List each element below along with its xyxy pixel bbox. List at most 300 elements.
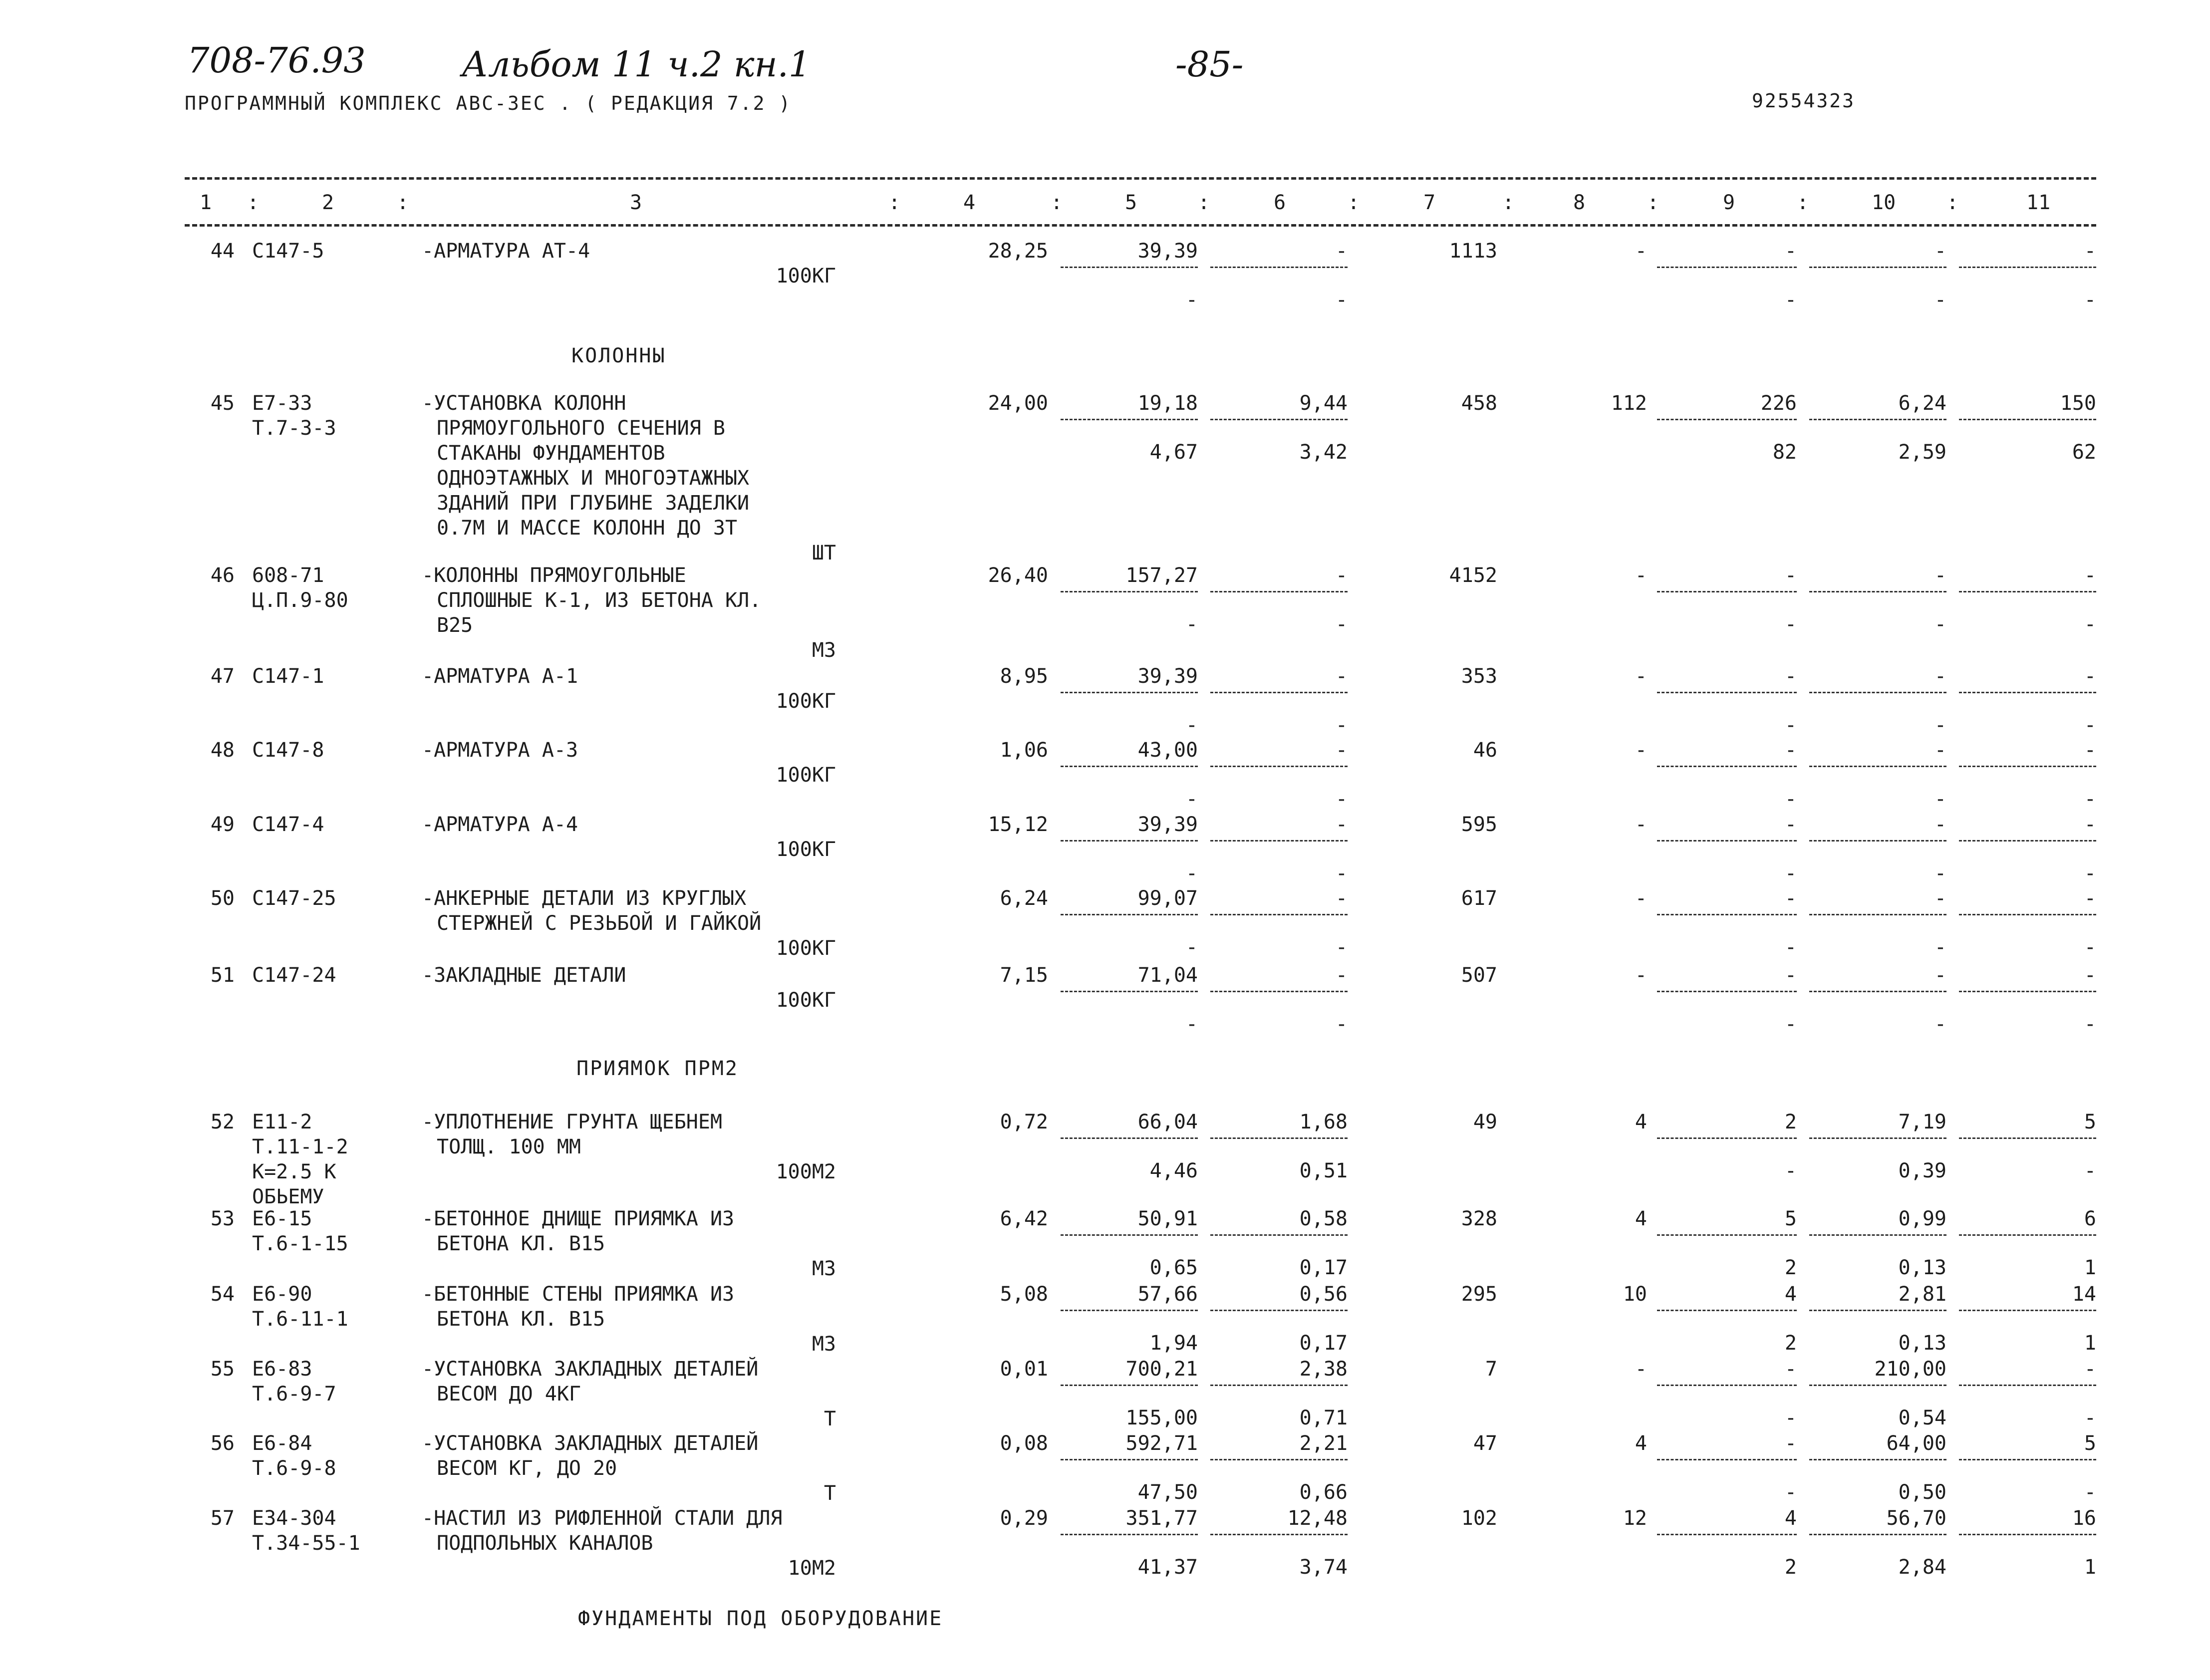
column-8-value: 4 xyxy=(1635,1207,1647,1230)
c9-sub-value: - xyxy=(1784,788,1797,811)
c9-value: - xyxy=(1784,964,1797,987)
column-header-2: 2 xyxy=(322,191,334,214)
c9-value: 2 xyxy=(1784,1111,1797,1133)
c11-value: 150 xyxy=(2060,392,2096,415)
work-description: 0.7М И МАССЕ КОЛОНН ДО 3Т xyxy=(437,517,738,540)
work-description: -УСТАНОВКА ЗАКЛАДНЫХ ДЕТАЛЕЙ xyxy=(422,1432,759,1455)
c9-value: - xyxy=(1784,887,1797,910)
c10-value: - xyxy=(1934,964,1946,987)
column-header-9: 9 xyxy=(1723,191,1735,214)
work-description: -НАСТИЛ ИЗ РИФЛЕННОЙ СТАЛИ ДЛЯ xyxy=(422,1507,783,1530)
c10-divider xyxy=(1809,1137,1946,1139)
work-description: БЕТОНА КЛ. В15 xyxy=(437,1308,605,1331)
c6-divider xyxy=(1210,1534,1348,1535)
column-separator: : xyxy=(1502,191,1515,214)
unit-of-measure: М3 xyxy=(812,1333,836,1356)
work-description: -ЗАКЛАДНЫЕ ДЕТАЛИ xyxy=(422,964,626,987)
c10-sub-value: - xyxy=(1934,788,1946,811)
c5-value: 592,71 xyxy=(1125,1432,1198,1455)
c11-divider xyxy=(1959,1459,2096,1460)
table-header-rule xyxy=(185,224,2096,227)
c6-divider xyxy=(1210,267,1348,268)
column-header-7: 7 xyxy=(1423,191,1436,214)
resource-code: Е6-15 xyxy=(252,1207,312,1230)
handwritten-album: Альбом 11 ч.2 кн.1 xyxy=(462,44,811,85)
quantity: 7,15 xyxy=(1000,964,1048,987)
c6-sub-value: 3,74 xyxy=(1299,1556,1348,1579)
total-cost: 458 xyxy=(1461,392,1497,415)
c10-sub-value: - xyxy=(1934,288,1946,311)
c9-divider xyxy=(1657,1137,1797,1139)
c6-sub-value: 0,71 xyxy=(1299,1406,1348,1429)
c10-divider xyxy=(1809,591,1946,592)
column-8-value: - xyxy=(1635,739,1647,762)
resource-code: К=2.5 К xyxy=(252,1160,336,1183)
c6-divider xyxy=(1210,840,1348,841)
resource-code: Т.6-1-15 xyxy=(252,1232,348,1255)
c9-value: - xyxy=(1784,665,1797,688)
quantity: 0,29 xyxy=(1000,1507,1048,1530)
c9-sub-value: - xyxy=(1784,613,1797,636)
c11-divider xyxy=(1959,419,2096,420)
c6-value: 2,38 xyxy=(1299,1358,1348,1381)
c6-value: - xyxy=(1335,564,1348,587)
column-separator: : xyxy=(1348,191,1360,214)
column-separator: : xyxy=(1647,191,1659,214)
column-separator: : xyxy=(888,191,901,214)
column-header-4: 4 xyxy=(963,191,976,214)
work-description: -АРМАТУРА А-4 xyxy=(422,813,578,836)
c10-sub-value: 2,84 xyxy=(1898,1556,1946,1579)
work-description: -УСТАНОВКА КОЛОНН xyxy=(422,392,626,415)
c11-divider xyxy=(1959,692,2096,693)
unit-of-measure: Т xyxy=(824,1482,836,1505)
c6-divider xyxy=(1210,914,1348,915)
column-8-value: - xyxy=(1635,564,1647,587)
resource-code: Т.34-55-1 xyxy=(252,1532,360,1555)
c6-divider xyxy=(1210,1385,1348,1386)
c5-divider xyxy=(1061,1534,1198,1535)
column-8-value: - xyxy=(1635,240,1647,263)
c5-sub-value: - xyxy=(1185,936,1198,959)
column-separator: : xyxy=(1946,191,1959,214)
c9-value: 5 xyxy=(1784,1207,1797,1230)
c10-sub-value: - xyxy=(1934,862,1946,885)
c6-value: - xyxy=(1335,964,1348,987)
c6-sub-value: - xyxy=(1335,788,1348,811)
unit-of-measure: 100М2 xyxy=(776,1160,836,1183)
section-title-fundamenty: ФУНДАМЕНТЫ ПОД ОБОРУДОВАНИЕ xyxy=(578,1607,943,1630)
c6-sub-value: 0,51 xyxy=(1299,1159,1348,1182)
c6-divider xyxy=(1210,1137,1348,1139)
c5-value: 71,04 xyxy=(1137,964,1198,987)
column-8-value: - xyxy=(1635,964,1647,987)
c10-divider xyxy=(1809,419,1946,420)
quantity: 0,01 xyxy=(1000,1358,1048,1381)
c11-divider xyxy=(1959,1137,2096,1139)
c5-divider xyxy=(1061,419,1198,420)
c10-value: - xyxy=(1934,240,1946,263)
total-cost: 617 xyxy=(1461,887,1497,910)
c10-value: - xyxy=(1934,665,1946,688)
row-number: 46 xyxy=(210,564,235,587)
c11-value: - xyxy=(2084,964,2096,987)
c9-value: - xyxy=(1784,240,1797,263)
c6-sub-value: - xyxy=(1335,288,1348,311)
column-header-1: 1 xyxy=(200,191,212,214)
total-cost: 49 xyxy=(1473,1111,1497,1133)
c5-divider xyxy=(1061,267,1198,268)
total-cost: 46 xyxy=(1473,739,1497,762)
c9-divider xyxy=(1657,840,1797,841)
c9-sub-value: - xyxy=(1784,862,1797,885)
c11-sub-value: - xyxy=(2084,862,2096,885)
column-header-5: 5 xyxy=(1125,191,1137,214)
c9-value: - xyxy=(1784,813,1797,836)
c10-divider xyxy=(1809,1385,1946,1386)
resource-code: С147-4 xyxy=(252,813,324,836)
c6-sub-value: - xyxy=(1335,1013,1348,1036)
c11-sub-value: - xyxy=(2084,936,2096,959)
c11-sub-value: - xyxy=(2084,1159,2096,1182)
resource-code: ОБЬЕМУ xyxy=(252,1185,324,1208)
column-header-3: 3 xyxy=(630,191,642,214)
c9-divider xyxy=(1657,1534,1797,1535)
c6-divider xyxy=(1210,1234,1348,1236)
c9-divider xyxy=(1657,1385,1797,1386)
c11-sub-value: - xyxy=(2084,613,2096,636)
c10-divider xyxy=(1809,1234,1946,1236)
column-separator: : xyxy=(397,191,409,214)
document-id: 92554323 xyxy=(1752,90,1856,112)
c10-divider xyxy=(1809,1310,1946,1311)
quantity: 24,00 xyxy=(988,392,1048,415)
c11-divider xyxy=(1959,267,2096,268)
c9-sub-value: - xyxy=(1784,1481,1797,1504)
c11-value: - xyxy=(2084,739,2096,762)
work-description: ЗДАНИЙ ПРИ ГЛУБИНЕ ЗАДЕЛКИ xyxy=(437,492,750,515)
c6-divider xyxy=(1210,1459,1348,1460)
total-cost: 295 xyxy=(1461,1283,1497,1306)
c6-value: 2,21 xyxy=(1299,1432,1348,1455)
c9-divider xyxy=(1657,914,1797,915)
c11-divider xyxy=(1959,766,2096,767)
c11-divider xyxy=(1959,591,2096,592)
work-description: -АРМАТУРА А-3 xyxy=(422,739,578,762)
c10-divider xyxy=(1809,267,1946,268)
c9-value: 4 xyxy=(1784,1283,1797,1306)
c6-sub-value: - xyxy=(1335,714,1348,737)
work-description: В25 xyxy=(437,614,473,637)
c6-sub-value: 0,17 xyxy=(1299,1256,1348,1279)
total-cost: 507 xyxy=(1461,964,1497,987)
c10-value: 0,99 xyxy=(1898,1207,1946,1230)
column-header-8: 8 xyxy=(1573,191,1586,214)
resource-code: 608-71 xyxy=(252,564,324,587)
quantity: 26,40 xyxy=(988,564,1048,587)
c11-divider xyxy=(1959,1534,2096,1535)
row-number: 47 xyxy=(210,665,235,688)
c10-value: - xyxy=(1934,739,1946,762)
c11-divider xyxy=(1959,1234,2096,1236)
resource-code: С147-8 xyxy=(252,739,324,762)
c6-divider xyxy=(1210,692,1348,693)
quantity: 6,42 xyxy=(1000,1207,1048,1230)
c10-divider xyxy=(1809,991,1946,992)
c6-value: 12,48 xyxy=(1287,1507,1348,1530)
c10-value: 2,81 xyxy=(1898,1283,1946,1306)
row-number: 53 xyxy=(210,1207,235,1230)
resource-code: Ц.П.9-80 xyxy=(252,589,348,612)
c6-sub-value: - xyxy=(1335,936,1348,959)
c6-sub-value: - xyxy=(1335,862,1348,885)
c9-sub-value: - xyxy=(1784,1013,1797,1036)
work-description: СТАКАНЫ ФУНДАМЕНТОВ xyxy=(437,442,665,465)
c10-sub-value: - xyxy=(1934,613,1946,636)
c11-value: - xyxy=(2084,887,2096,910)
c6-sub-value: 0,17 xyxy=(1299,1332,1348,1355)
work-description: СТЕРЖНЕЙ С РЕЗЬБОЙ И ГАЙКОЙ xyxy=(437,912,762,935)
c9-divider xyxy=(1657,591,1797,592)
c11-sub-value: - xyxy=(2084,788,2096,811)
work-description: -АРМАТУРА А-1 xyxy=(422,665,578,688)
c5-sub-value: - xyxy=(1185,788,1198,811)
c9-sub-value: - xyxy=(1784,714,1797,737)
c6-divider xyxy=(1210,991,1348,992)
c9-divider xyxy=(1657,1234,1797,1236)
unit-of-measure: М3 xyxy=(812,1257,836,1280)
c6-value: 0,58 xyxy=(1299,1207,1348,1230)
c5-divider xyxy=(1061,991,1198,992)
c5-divider xyxy=(1061,1234,1198,1236)
c5-divider xyxy=(1061,591,1198,592)
c11-sub-value: - xyxy=(2084,1013,2096,1036)
c11-value: 5 xyxy=(2084,1432,2096,1455)
c9-value: 4 xyxy=(1784,1507,1797,1530)
c11-divider xyxy=(1959,991,2096,992)
c5-value: 66,04 xyxy=(1137,1111,1198,1133)
c6-sub-value: 0,66 xyxy=(1299,1481,1348,1504)
c9-value: - xyxy=(1784,1358,1797,1381)
quantity: 6,24 xyxy=(1000,887,1048,910)
c11-value: - xyxy=(2084,665,2096,688)
row-number: 55 xyxy=(210,1358,235,1381)
resource-code: Т.11-1-2 xyxy=(252,1135,348,1158)
c11-divider xyxy=(1959,840,2096,841)
c9-divider xyxy=(1657,766,1797,767)
row-number: 45 xyxy=(210,392,235,415)
c10-divider xyxy=(1809,1459,1946,1460)
row-number: 52 xyxy=(210,1111,235,1133)
resource-code: С147-25 xyxy=(252,887,336,910)
c5-sub-value: 0,65 xyxy=(1149,1256,1198,1279)
c11-value: - xyxy=(2084,564,2096,587)
c5-value: 43,00 xyxy=(1137,739,1198,762)
c6-divider xyxy=(1210,1310,1348,1311)
resource-code: Т.6-9-7 xyxy=(252,1383,336,1405)
work-description: ПРЯМОУГОЛЬНОГО СЕЧЕНИЯ В xyxy=(437,417,725,440)
c9-sub-value: 2 xyxy=(1784,1256,1797,1279)
column-separator: : xyxy=(247,191,260,214)
resource-code: Т.6-11-1 xyxy=(252,1308,348,1331)
total-cost: 328 xyxy=(1461,1207,1497,1230)
c10-value: 56,70 xyxy=(1886,1507,1946,1530)
c5-value: 700,21 xyxy=(1125,1358,1198,1381)
c5-sub-value: - xyxy=(1185,613,1198,636)
c11-sub-value: 62 xyxy=(2072,441,2096,464)
c10-value: 6,24 xyxy=(1898,392,1946,415)
c6-value: 0,56 xyxy=(1299,1283,1348,1306)
column-header-6: 6 xyxy=(1274,191,1286,214)
work-description: ОДНОЭТАЖНЫХ И МНОГОЭТАЖНЫХ xyxy=(437,467,750,490)
c10-divider xyxy=(1809,692,1946,693)
work-description: ПОДПОЛЬНЫХ КАНАЛОВ xyxy=(437,1532,653,1555)
unit-of-measure: 100КГ xyxy=(776,690,836,713)
c6-value: - xyxy=(1335,665,1348,688)
column-8-value: 4 xyxy=(1635,1432,1647,1455)
c5-value: 99,07 xyxy=(1137,887,1198,910)
c9-divider xyxy=(1657,991,1797,992)
unit-of-measure: 100КГ xyxy=(776,838,836,861)
resource-code: Т.6-9-8 xyxy=(252,1457,336,1480)
c11-sub-value: - xyxy=(2084,714,2096,737)
column-8-value: - xyxy=(1635,887,1647,910)
quantity: 8,95 xyxy=(1000,665,1048,688)
c9-sub-value: - xyxy=(1784,936,1797,959)
c5-divider xyxy=(1061,1459,1198,1460)
column-8-value: 12 xyxy=(1623,1507,1647,1530)
c11-sub-value: - xyxy=(2084,288,2096,311)
c5-divider xyxy=(1061,840,1198,841)
resource-code: Е6-83 xyxy=(252,1358,312,1381)
c11-sub-value: 1 xyxy=(2084,1556,2096,1579)
quantity: 15,12 xyxy=(988,813,1048,836)
c5-divider xyxy=(1061,766,1198,767)
row-number: 44 xyxy=(210,240,235,263)
c9-sub-value: 82 xyxy=(1772,441,1797,464)
total-cost: 1113 xyxy=(1449,240,1497,263)
c10-value: 7,19 xyxy=(1898,1111,1946,1133)
c10-value: 210,00 xyxy=(1874,1358,1946,1381)
c5-sub-value: 155,00 xyxy=(1125,1406,1198,1429)
c11-value: 6 xyxy=(2084,1207,2096,1230)
c9-sub-value: - xyxy=(1784,288,1797,311)
c10-sub-value: - xyxy=(1934,936,1946,959)
c10-divider xyxy=(1809,1534,1946,1535)
c11-value: 5 xyxy=(2084,1111,2096,1133)
total-cost: 353 xyxy=(1461,665,1497,688)
total-cost: 7 xyxy=(1485,1358,1497,1381)
total-cost: 595 xyxy=(1461,813,1497,836)
unit-of-measure: 100КГ xyxy=(776,937,836,960)
c10-divider xyxy=(1809,914,1946,915)
resource-code: Е11-2 xyxy=(252,1111,312,1133)
c5-value: 39,39 xyxy=(1137,240,1198,263)
c6-value: - xyxy=(1335,887,1348,910)
row-number: 49 xyxy=(210,813,235,836)
c5-value: 50,91 xyxy=(1137,1207,1198,1230)
c5-value: 351,77 xyxy=(1125,1507,1198,1530)
c9-sub-value: 2 xyxy=(1784,1332,1797,1355)
c6-value: 9,44 xyxy=(1299,392,1348,415)
column-separator: : xyxy=(1051,191,1063,214)
c10-value: 64,00 xyxy=(1886,1432,1946,1455)
column-8-value: - xyxy=(1635,665,1647,688)
work-description: ВЕСОМ КГ, ДО 20 xyxy=(437,1457,617,1480)
c5-value: 39,39 xyxy=(1137,813,1198,836)
c9-divider xyxy=(1657,1310,1797,1311)
column-separator: : xyxy=(1797,191,1809,214)
work-description: -УСТАНОВКА ЗАКЛАДНЫХ ДЕТАЛЕЙ xyxy=(422,1358,759,1381)
c10-value: - xyxy=(1934,813,1946,836)
c5-divider xyxy=(1061,1385,1198,1386)
resource-code: Е34-304 xyxy=(252,1507,336,1530)
c9-divider xyxy=(1657,419,1797,420)
row-number: 54 xyxy=(210,1283,235,1306)
unit-of-measure: 100КГ xyxy=(776,764,836,787)
c6-divider xyxy=(1210,591,1348,592)
resource-code: Е6-84 xyxy=(252,1432,312,1455)
c5-divider xyxy=(1061,914,1198,915)
c5-sub-value: 1,94 xyxy=(1149,1332,1198,1355)
resource-code: С147-24 xyxy=(252,964,336,987)
c9-sub-value: 2 xyxy=(1784,1556,1797,1579)
section-title-kolonny: КОЛОННЫ xyxy=(571,344,666,367)
total-cost: 4152 xyxy=(1449,564,1497,587)
c6-value: 1,68 xyxy=(1299,1111,1348,1133)
c9-sub-value: - xyxy=(1784,1159,1797,1182)
handwritten-doc-code: 708-76.93 xyxy=(187,40,366,81)
resource-code: С147-1 xyxy=(252,665,324,688)
c9-value: - xyxy=(1784,1432,1797,1455)
unit-of-measure: 100КГ xyxy=(776,265,836,287)
column-header-11: 11 xyxy=(2026,191,2051,214)
c5-divider xyxy=(1061,692,1198,693)
work-description: -УПЛОТНЕНИЕ ГРУНТА ЩЕБНЕМ xyxy=(422,1111,723,1133)
c5-sub-value: - xyxy=(1185,862,1198,885)
c10-sub-value: - xyxy=(1934,714,1946,737)
row-number: 51 xyxy=(210,964,235,987)
c11-value: - xyxy=(2084,240,2096,263)
quantity: 0,72 xyxy=(1000,1111,1048,1133)
c10-divider xyxy=(1809,840,1946,841)
c5-sub-value: - xyxy=(1185,714,1198,737)
c11-value: - xyxy=(2084,1358,2096,1381)
c10-divider xyxy=(1809,766,1946,767)
c9-value: - xyxy=(1784,739,1797,762)
c9-sub-value: - xyxy=(1784,1406,1797,1429)
column-header-10: 10 xyxy=(1872,191,1896,214)
c11-divider xyxy=(1959,914,2096,915)
c11-value: 16 xyxy=(2072,1507,2096,1530)
c10-sub-value: 0,50 xyxy=(1898,1481,1946,1504)
c9-divider xyxy=(1657,692,1797,693)
c6-divider xyxy=(1210,766,1348,767)
row-number: 57 xyxy=(210,1507,235,1530)
column-8-value: 112 xyxy=(1611,392,1647,415)
c11-sub-value: - xyxy=(2084,1481,2096,1504)
c10-sub-value: 2,59 xyxy=(1898,441,1946,464)
c6-value: - xyxy=(1335,813,1348,836)
work-description: -БЕТОННЫЕ СТЕНЫ ПРИЯМКА ИЗ xyxy=(422,1283,735,1306)
c5-value: 19,18 xyxy=(1137,392,1198,415)
c11-divider xyxy=(1959,1310,2096,1311)
work-description: СПЛОШНЫЕ К-1, ИЗ БЕТОНА КЛ. xyxy=(437,589,762,612)
c5-value: 39,39 xyxy=(1137,665,1198,688)
c6-value: - xyxy=(1335,739,1348,762)
resource-code: С147-5 xyxy=(252,240,324,263)
column-8-value: 4 xyxy=(1635,1111,1647,1133)
